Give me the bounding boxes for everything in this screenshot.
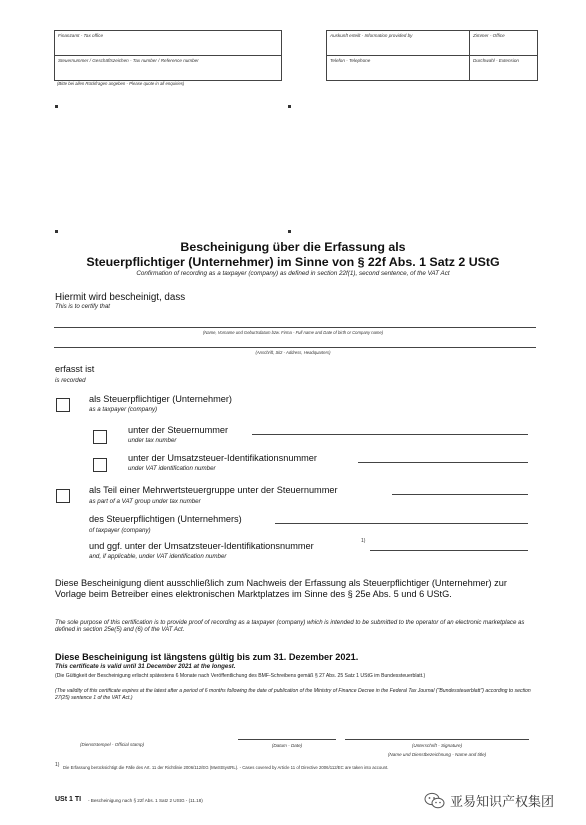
telephone-label: Telefon - Telephone [330, 58, 371, 63]
form-id: USt 1 TI [55, 796, 82, 803]
date-line[interactable] [238, 739, 336, 740]
purpose-text-en: The sole purpose of this certification is to provide proof of recording as a taxpayer (company) which is intended to be submitted to the operator of an electronic marketplace as defined in section 25e(5) and (6) of the VAT Act. [55, 619, 525, 634]
official-stamp-caption: (Dienststempel - Official stamp) [80, 742, 145, 747]
certify-text: Hiermit wird bescheinigt, dass [55, 292, 186, 303]
tax-number-label: Steuernummer / Geschäftszeichen - Tax number / Reference number [58, 58, 199, 63]
address-caption: (Anschrift, Sitz - Address, Headquarters) [255, 350, 331, 355]
certify-text-en: This is to certify that [55, 303, 111, 310]
vat-group-field[interactable] [392, 494, 528, 495]
signature-caption: (Unterschrift - Signature) [411, 743, 463, 748]
tax-number-checkbox[interactable] [93, 430, 107, 444]
taxpayer-label: als Steuerpflichtiger (Unternehmer) [89, 394, 232, 404]
window-mark-top-right [288, 105, 291, 108]
document-title [0, 240, 586, 278]
of-taxpayer-field[interactable] [275, 523, 528, 524]
name-line [54, 327, 536, 328]
recorded-label-en: is recorded [55, 377, 86, 384]
tax-number-field[interactable] [252, 434, 528, 435]
footnote-text: Die Erfassung berücksichtigt die Fälle des Art. 11 der Richtlinie 2006/112/EG (MwStSystRL). - Cases covered by Article 11 of Directive 2006/112/EC are taken into account. [63, 765, 389, 770]
vat-group-checkbox[interactable] [56, 489, 70, 503]
tax-number-label-en: under tax number [128, 437, 177, 444]
recorded-label: erfasst ist [55, 364, 95, 374]
name-title-caption: (Name und Dienstbezeichnung - Name and title) [387, 752, 487, 757]
validity-text-en: This certificate is valid until 31 December 2021 at the longest. [55, 663, 236, 670]
footnote-marker: 1) [361, 538, 366, 544]
vat-group-label: als Teil einer Mehrwertsteuergruppe unter der Steuernummer [89, 485, 338, 495]
window-mark-bottom-right [288, 230, 291, 233]
tax-office-label: Finanzamt - Tax office [58, 33, 104, 38]
window-mark-top-left [55, 105, 58, 108]
purpose-text: Diese Bescheinigung dient ausschließlich zum Nachweis der Erfassung als Steuerpflichtiger (Unternehmer) zur Vorlage beim Betreiber eines elektronischen Marktplatzes im Sinne des § 25e Abs. 5 und 6 UStG. [55, 578, 507, 599]
tax-number-label: unter der Steuernummer [128, 425, 229, 435]
of-taxpayer-label: des Steuerpflichtigen (Unternehmers) [89, 514, 242, 524]
if-applicable-field[interactable] [370, 550, 528, 551]
of-taxpayer-label-en: of taxpayer (company) [89, 527, 151, 534]
window-mark-bottom-left [55, 230, 58, 233]
validity-text: Diese Bescheinigung ist längstens gültig bis zum 31. Dezember 2021. [55, 652, 359, 662]
wechat-icon [424, 792, 446, 810]
vat-id-label: unter der Umsatzsteuer-Identifikationsnummer [128, 453, 317, 463]
title-subtitle: Confirmation of recording as a taxpayer (company) as defined in section 22f(1), second sentence, of the VAT Act [136, 270, 450, 277]
contact-box [326, 30, 538, 81]
validity-note: (Die Gültigkeit der Bescheinigung erlischt spätestens 6 Monate nach Veröffentlichung des BMF-Schreibens gemäß § 27 Abs. 25 Satz 1 UStG im Bundessteuerblatt.) [55, 673, 426, 679]
room-office-label: Zimmer - Office [473, 33, 505, 38]
vat-id-label-en: under VAT identification number [128, 465, 216, 472]
validity-note-en: (The validity of this certificate expires at the latest after a period of 6 months following the date of publication of the Ministry of Finance Decree in the Federal Tax Journal ("Bundessteuerblatt") according to section 27(25) sentence 1 of the VAT Act.) [55, 688, 531, 701]
watermark-text: 亚易知识产权集团 [450, 795, 555, 810]
form-description: - Bescheinigung nach § 22f Abs. 1 Satz 2 UStG - (11.18) [88, 798, 203, 803]
taxpayer-label-en: as a taxpayer (company) [89, 406, 158, 413]
vat-id-field[interactable] [358, 462, 528, 463]
tax-office-box [54, 30, 282, 81]
taxpayer-checkbox[interactable] [56, 398, 70, 412]
vat-id-checkbox[interactable] [93, 458, 107, 472]
title-line-1: Bescheinigung über die Erfassung als [180, 240, 406, 254]
quote-note: (Bitte bei allen Rückfragen angeben - Please quote in all enquiries) [57, 81, 185, 86]
if-applicable-label: und ggf. unter der Umsatzsteuer-Identifikationsnummer [89, 541, 314, 551]
date-caption: (Datum - Date) [271, 743, 303, 748]
signature-line[interactable] [345, 739, 529, 740]
extension-label: Durchwahl - Extension [473, 58, 519, 63]
if-applicable-label-en: and, if applicable, under VAT identification number [89, 553, 227, 560]
name-caption: (Name, Vorname und Geburtsdatum bzw. Firma - Full name and Date of birth or Company name) [202, 330, 384, 335]
info-provided-label: Auskunft erteilt - Information provided by [330, 33, 413, 38]
vat-group-label-en: as part of a VAT group under tax number [89, 498, 201, 505]
address-line [54, 347, 536, 348]
footnote-number: 1) [55, 762, 60, 768]
watermark [424, 791, 554, 810]
title-line-2: Steuerpflichtiger (Unternehmer) im Sinne von § 22f Abs. 1 Satz 2 UStG [86, 255, 500, 269]
